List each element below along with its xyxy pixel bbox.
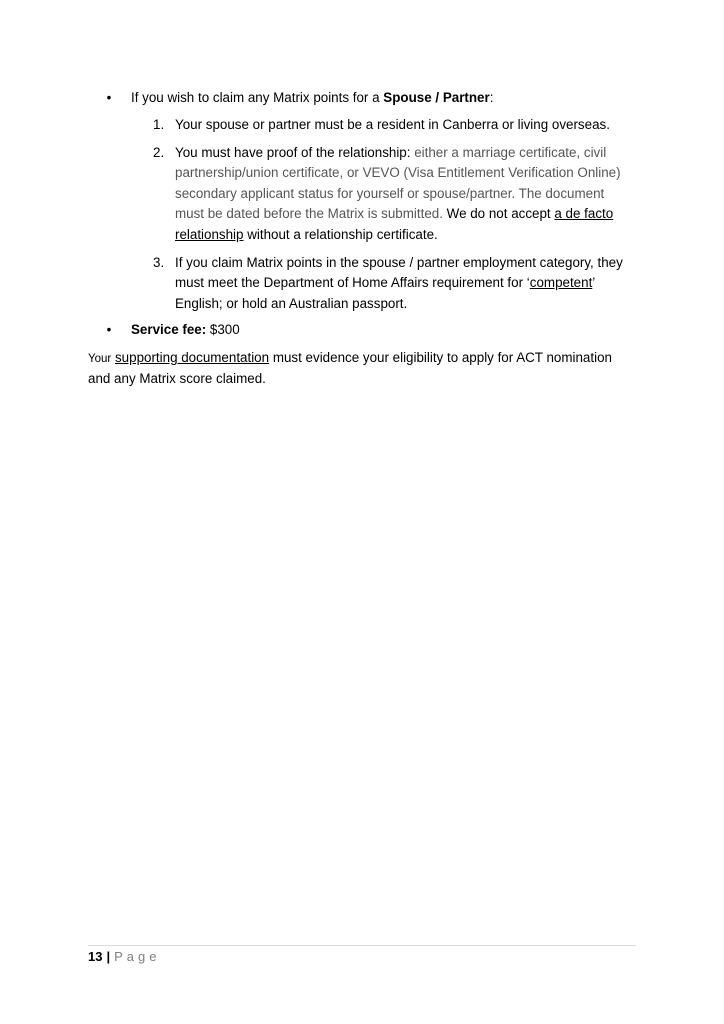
item-2-line-4 [175,204,645,225]
page-footer [88,948,160,966]
item-3-number: 3. [153,255,165,270]
item-2-line-3: secondary applicant status for yourself or spouse/partner. The document [175,186,605,201]
closing-line-2: and any Matrix score claimed. [88,371,266,386]
item-3-line-3: English; or hold an Australian passport. [175,296,408,311]
item-2-line-5-dark: without a relationship certificate. [243,227,438,242]
relationship-link[interactable]: relationship [175,227,244,242]
closing-line-1 [88,348,648,370]
competent-link[interactable]: competent [529,275,593,290]
item-2-line-5 [175,225,645,246]
item-2-line-4-gray: must be dated before the Matrix is submitted. [175,206,443,221]
bullet-icon: • [106,90,112,105]
supporting-documentation-link[interactable]: supporting documentation [114,350,270,365]
spouse-bold: Spouse / Partner [383,90,490,105]
de-facto-link[interactable]: a de facto [554,206,614,221]
item-2-line-2: partnership/union certificate, or VEVO (Visa Entitlement Verification Online) [175,165,621,180]
item-1-text: Your spouse or partner must be a resident in Canberra or living overseas. [175,117,610,132]
spouse-lead: If you wish to claim any Matrix points for a [131,90,384,105]
item-2-line-1-gray: either a marriage certificate, civil [414,145,607,160]
spouse-bullet-text [131,88,493,109]
item-3-line-1: If you claim Matrix points in the spouse / partner employment category, they [175,255,623,270]
closing-your: Your [88,353,112,365]
footer-divider [88,945,636,946]
spouse-tail: : [489,90,494,105]
item-3-line-2 [175,273,645,294]
service-fee-value: $300 [206,322,240,337]
item-3-line-2-b: ’ [592,275,596,290]
page-word: Page [114,949,161,964]
item-1-number: 1. [153,117,165,132]
item-2-number: 2. [153,145,165,160]
service-fee-label: Service fee: [131,322,207,337]
item-2-line-1 [175,143,645,164]
page-number: 13 [88,949,103,964]
item-2-line-4-dark: We do not accept [442,206,555,221]
service-fee [131,320,240,341]
closing-rest: must evidence your eligibility to apply for ACT nomination [269,350,612,365]
item-3-line-2-a: must meet the Department of Home Affairs requirement for ‘ [175,275,530,290]
footer-separator: | [106,949,111,964]
bullet-icon: • [106,322,112,337]
item-2-line-1-dark: You must have proof of the relationship: [175,145,415,160]
